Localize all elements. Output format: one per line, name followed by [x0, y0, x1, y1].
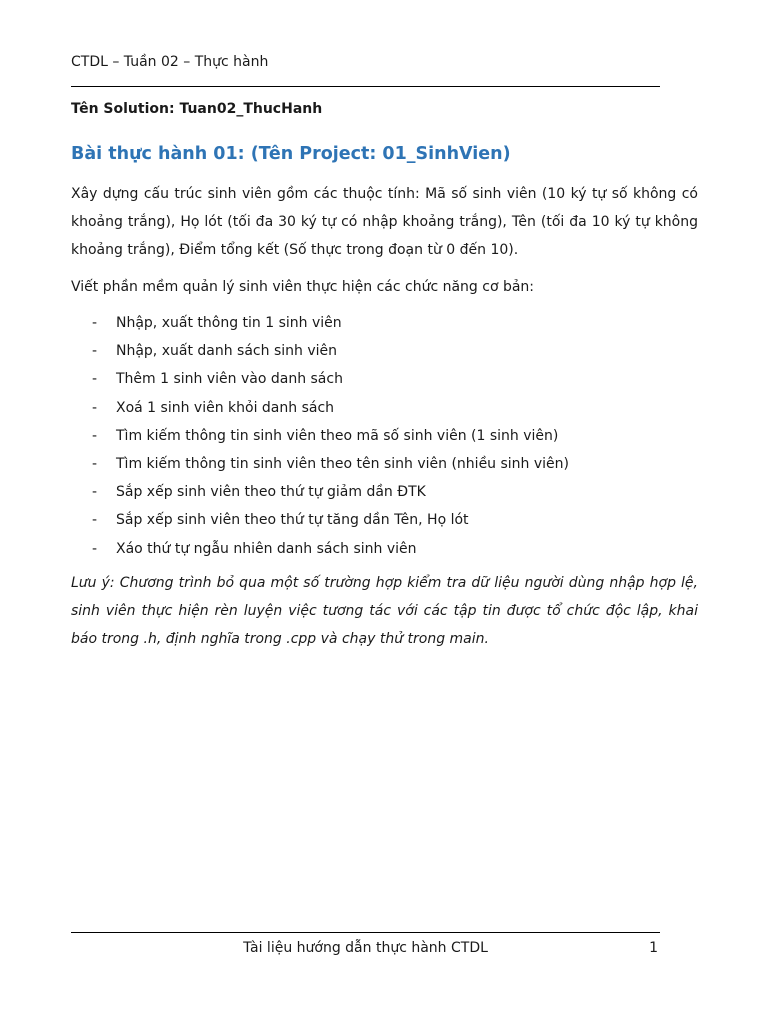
feature-text: Nhập, xuất danh sách sinh viên [116, 343, 337, 360]
feature-text: Xáo thứ tự ngẫu nhiên danh sách sinh viên [116, 540, 417, 557]
bullet-marker: - [92, 540, 98, 557]
exercise-description: Xây dựng cấu trúc sinh viên gồm các thuộc tính: Mã số sinh viên (10 ký tự số không có khoảng trắng), Họ lót (tối đa 30 ký tự có nhập khoảng trắng), Tên (tối đa 10 ký tự không khoảng trắng), Điểm tổng kết (Số thực trong đoạn từ 0 đến 10). [71, 186, 698, 258]
solution-name: Tên Solution: Tuan02_ThucHanh [71, 101, 323, 117]
page-header: CTDL – Tuần 02 – Thực hành [71, 54, 269, 70]
feature-text: Xoá 1 sinh viên khỏi danh sách [116, 399, 335, 416]
feature-text: Sắp xếp sinh viên theo thứ tự giảm dần ĐTK [116, 484, 426, 501]
feature-text: Tìm kiếm thông tin sinh viên theo tên sinh viên (nhiều sinh viên) [116, 455, 570, 472]
footer-title: Tài liệu hướng dẫn thực hành CTDL [243, 940, 488, 956]
exercise-heading: Bài thực hành 01: (Tên Project: 01_SinhVien) [71, 144, 511, 164]
bullet-marker: - [92, 512, 98, 529]
feature-text: Thêm 1 sinh viên vào danh sách [116, 371, 343, 388]
feature-text: Tìm kiếm thông tin sinh viên theo mã số sinh viên (1 sinh viên) [116, 427, 559, 444]
bullet-marker: - [92, 343, 98, 360]
bullet-marker: - [92, 455, 98, 472]
feature-text: Nhập, xuất thông tin 1 sinh viên [116, 315, 342, 331]
bullet-marker: - [92, 427, 98, 444]
bullet-marker: - [92, 399, 98, 416]
exercise-intro: Viết phần mềm quản lý sinh viên thực hiện các chức năng cơ bản: [71, 279, 535, 295]
bullet-marker: - [92, 371, 98, 388]
header-divider [71, 86, 660, 87]
note-paragraph: Lưu ý: Chương trình bỏ qua một số trường hợp kiểm tra dữ liệu người dùng nhập hợp lệ, sinh viên thực hiện rèn luyện việc tương tác với các tập tin được tổ chức độc lập, khai báo trong .h, định nghĩa trong .cpp và chạy thử trong main. [71, 575, 698, 647]
bullet-marker: - [92, 484, 98, 501]
page-number: 1 [649, 940, 658, 956]
feature-text: Sắp xếp sinh viên theo thứ tự tăng dần Tên, Họ lót [116, 512, 469, 529]
bullet-marker: - [92, 315, 98, 331]
footer-divider [71, 932, 660, 933]
